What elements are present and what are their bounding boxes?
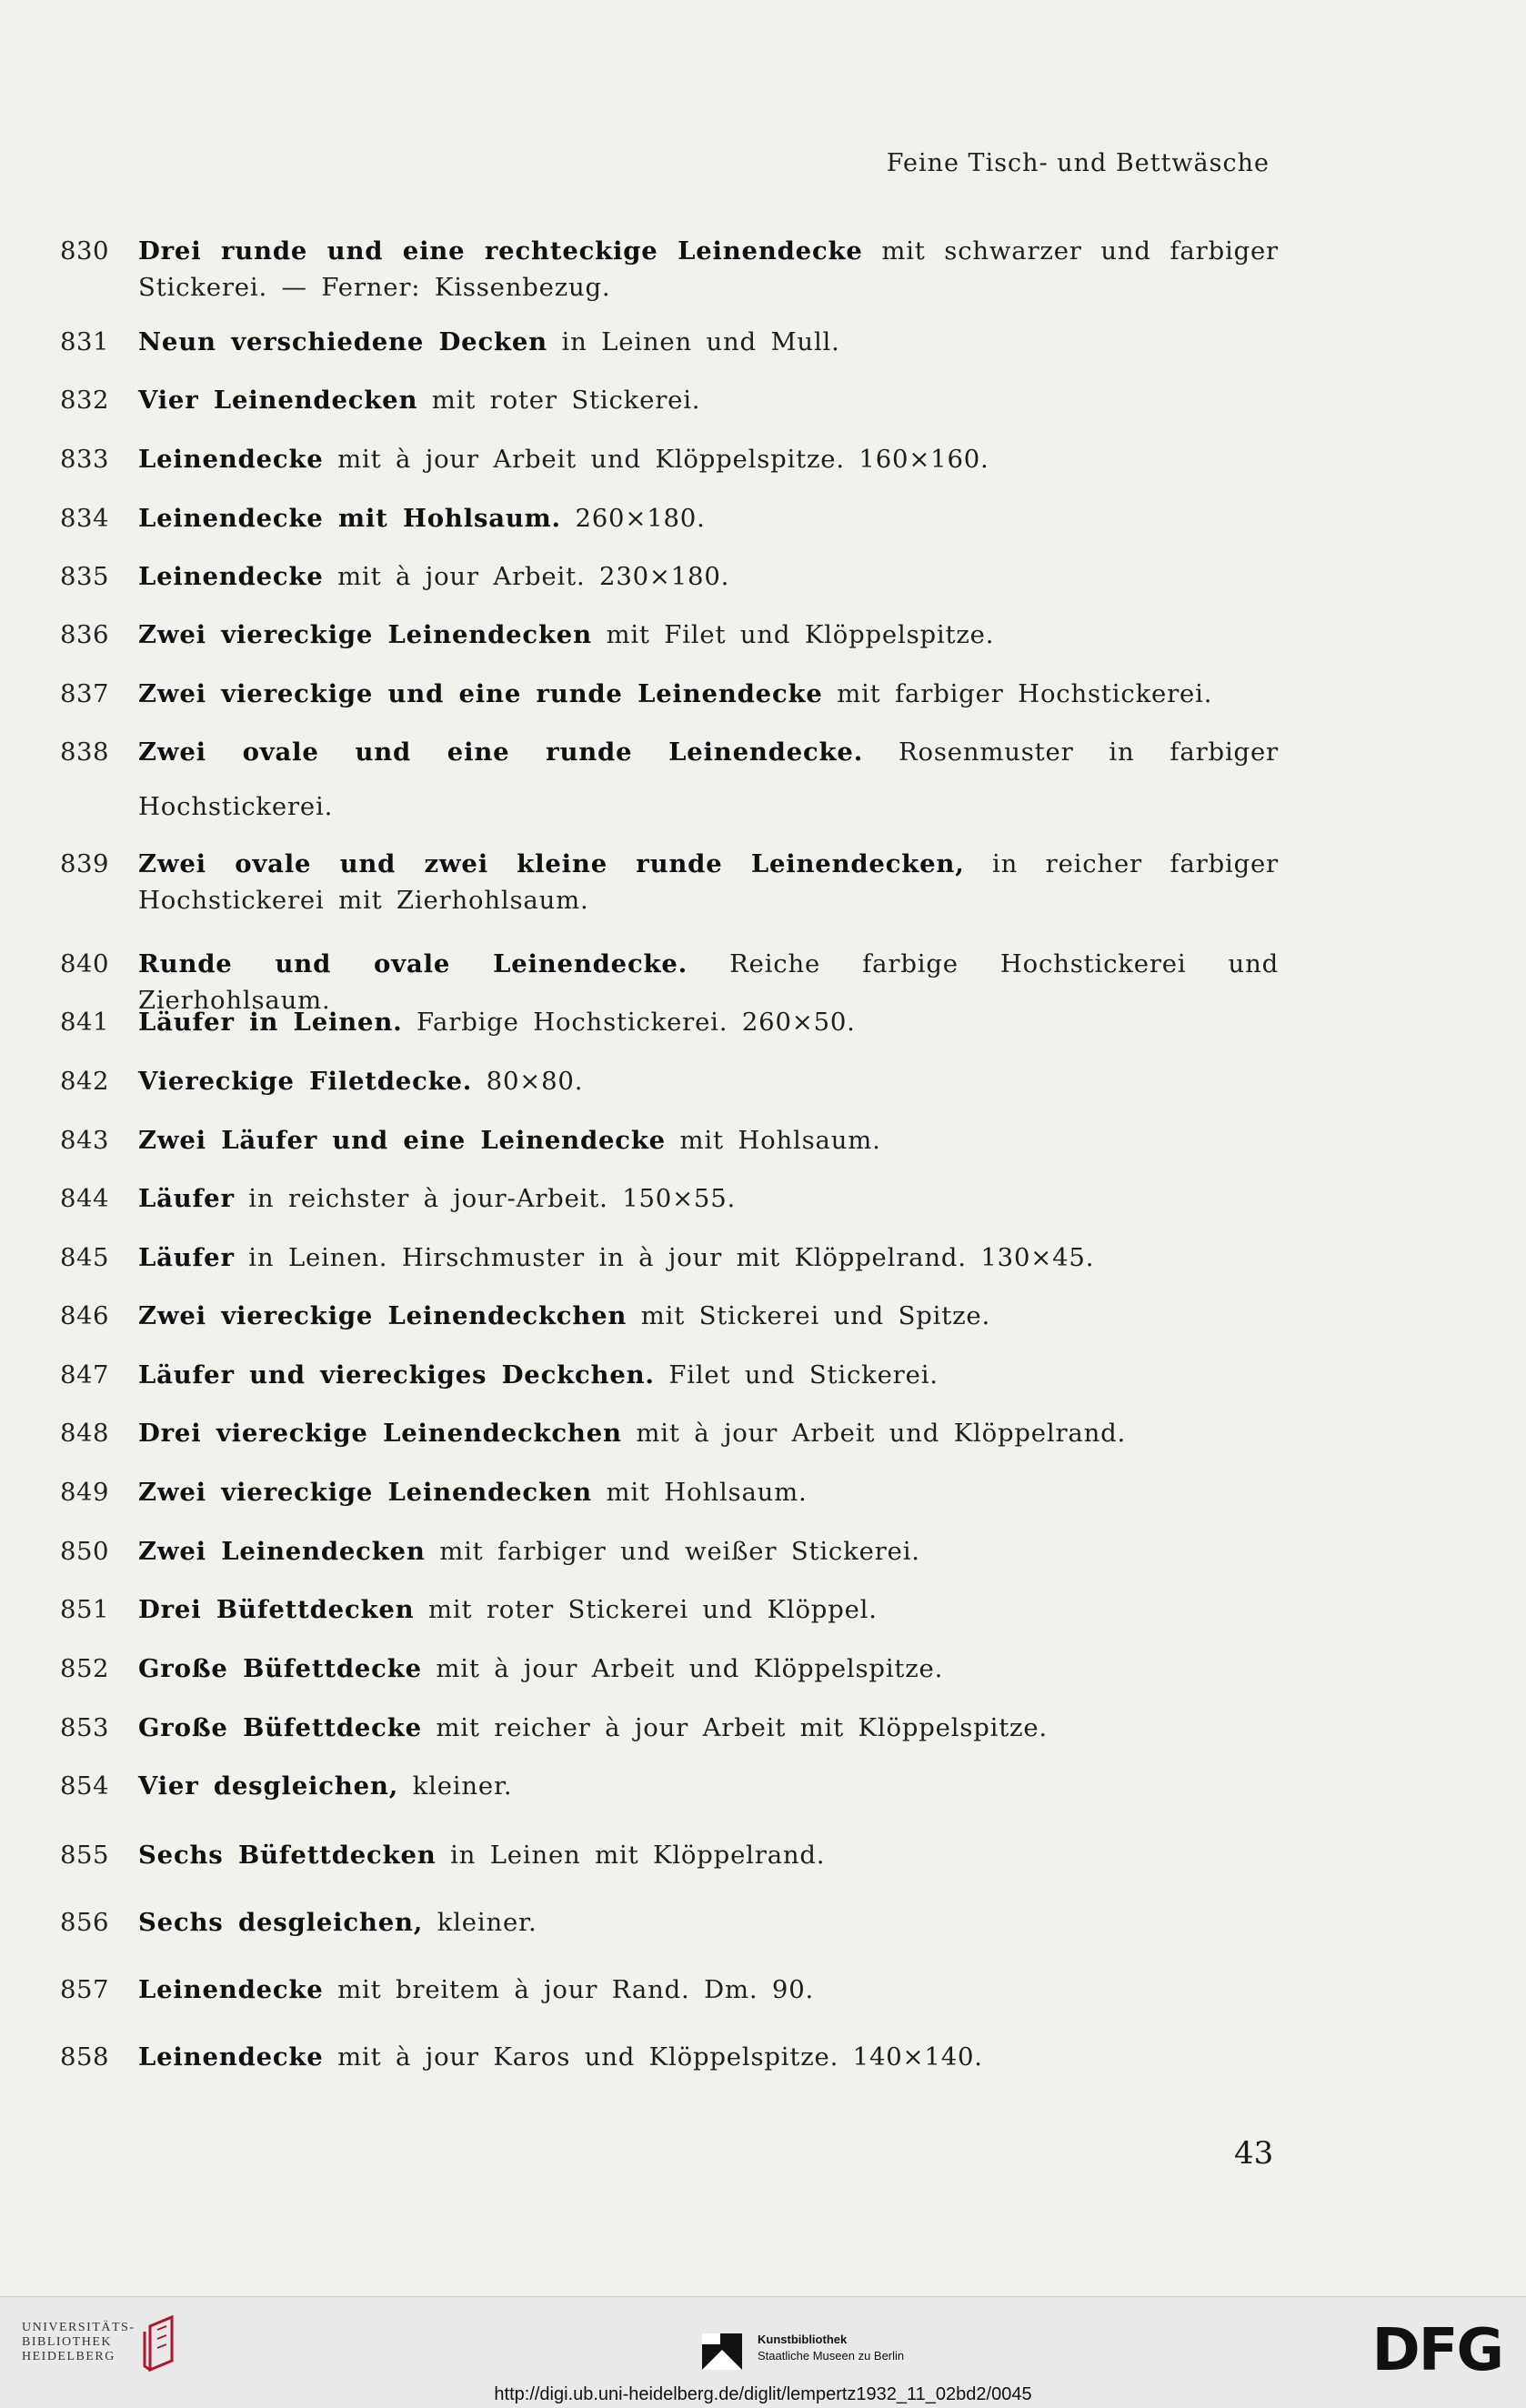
catalog-entry [60,617,1279,653]
entry-text [138,233,1279,306]
entry-description: mit Hohlsaum. [665,1126,881,1155]
entry-description: in Leinen und Mull. [547,327,840,356]
entry-description: in reicher farbiger Hochstickerei mit Zierhohlsaum. [138,849,1280,915]
entry-title: Sechs Büfettdecken [138,1841,437,1870]
university-line: BIBLIOTHEK [22,2335,112,2349]
page-number: 43 [1234,2135,1274,2172]
entry-description: mit Hohlsaum. [591,1478,808,1507]
entry-description: in Leinen. Hirschmuster in à jour mit Klöppelrand. 130×45. [234,1243,1095,1272]
entry-text [138,1533,1279,1570]
entry-title: Drei runde und eine rechteckige Leinendecke [138,236,863,266]
entry-title: Vier desgleichen, [138,1771,399,1801]
entry-number: 846 [60,1301,109,1330]
heidelberg-book-icon [141,2313,183,2373]
catalog-entry [60,676,1279,712]
entry-text [138,1122,1279,1159]
entry-description: mit à jour Arbeit und Klöppelspitze. [421,1654,944,1683]
entry-description: 80×80. [472,1067,584,1096]
catalog-entry [60,2039,1279,2075]
catalog-entry [60,1474,1279,1510]
kunstbibliothek-logo-icon[interactable] [700,2332,744,2372]
entry-title: Zwei viereckige Leinendecken [138,620,592,649]
entry-title: Leinendecke [138,445,324,474]
catalog-entry [60,1298,1279,1334]
entry-description: mit à jour Karos und Klöppelspitze. 140×140. [323,2042,983,2072]
entry-title: Läufer [138,1243,235,1272]
catalog-entry [60,846,1279,918]
university-line: UNIVERSITÄTS- [22,2321,136,2334]
entry-description: mit roter Stickerei und Klöppel. [414,1595,878,1624]
entry-description: mit roter Stickerei. [417,386,701,415]
catalog-entry [60,1768,1279,1804]
university-line: HEIDELBERG [22,2350,115,2363]
catalog-entry [60,1650,1279,1687]
entry-number: 848 [60,1419,109,1448]
catalog-entry [60,1063,1279,1099]
entry-description: mit Filet und Klöppelspitze. [591,620,995,649]
entry-number: 838 [60,737,109,767]
catalog-entry [60,1972,1279,2008]
entry-text [138,1837,1279,1873]
kunstbibliothek-subtitle: Staatliche Museen zu Berlin [758,2349,905,2363]
entry-title: Zwei ovale und zwei kleine runde Leinendecken, [138,849,965,878]
entry-text [138,1415,1279,1451]
entry-description: mit reicher à jour Arbeit mit Klöppelspitze. [421,1713,1048,1742]
entry-text [138,1650,1279,1687]
entry-title: Neun verschiedene Decken [138,327,547,356]
entry-number: 856 [60,1908,109,1937]
entry-text [138,1768,1279,1804]
entry-number: 837 [60,679,109,708]
entry-text [138,2039,1279,2075]
entry-text [138,1972,1279,2008]
catalog-entry [60,1710,1279,1746]
entry-title: Leinendecke [138,1975,324,2004]
entry-number: 858 [60,2042,109,2072]
entry-text [138,1239,1279,1276]
entry-number: 847 [60,1360,109,1390]
entry-description: in Leinen mit Klöppelrand. [436,1841,826,1870]
entry-number: 843 [60,1126,109,1155]
catalog-entry [60,441,1279,477]
entry-number: 854 [60,1771,109,1801]
entry-text [138,1298,1279,1334]
entry-number: 832 [60,386,109,415]
entry-title: Runde und ovale Leinendecke. [138,949,688,978]
entry-title: Große Büfettdecke [138,1713,422,1742]
entry-text [138,1474,1279,1510]
entry-number: 850 [60,1537,109,1566]
entry-text [138,676,1279,712]
entry-number: 855 [60,1841,109,1870]
entry-description: mit schwarzer und farbiger Stickerei. — Ferner: Kissenbezug. [138,236,1279,302]
entry-text [138,1357,1279,1393]
entry-text [138,1904,1279,1941]
entry-title: Leinendecke [138,562,324,591]
catalog-entry [60,1180,1279,1217]
catalog-entry [60,558,1279,595]
entry-text [138,617,1279,653]
entry-text [138,846,1279,918]
heidelberg-library-logo[interactable] [22,2321,136,2364]
kunstbibliothek-label [758,2332,904,2364]
entry-text [138,1710,1279,1746]
catalog-entry [60,1591,1279,1628]
catalog-entry [60,1004,1279,1040]
entry-title: Läufer in Leinen. [138,1008,403,1037]
catalog-entry [60,1415,1279,1451]
catalog-entry [60,725,1279,834]
catalog-entry [60,233,1279,306]
entry-text [138,558,1279,595]
entry-number: 834 [60,504,109,533]
entry-description: mit farbiger Hochstickerei. [822,679,1213,708]
footer-bar [0,2296,1526,2408]
entry-text [138,382,1279,418]
entry-description: mit à jour Arbeit und Klöppelspitze. 160×160. [323,445,989,474]
catalog-entry [60,1357,1279,1393]
entry-description: kleiner. [423,1908,537,1937]
entry-number: 830 [60,236,109,266]
entry-description: mit breitem à jour Rand. Dm. 90. [323,1975,815,2004]
entry-title: Zwei viereckige Leinendeckchen [138,1301,627,1330]
catalog-entry [60,500,1279,537]
entry-title: Zwei Leinendecken [138,1537,426,1566]
catalog-entry [60,1122,1279,1159]
entry-description: kleiner. [398,1771,513,1801]
entry-description: mit Stickerei und Spitze. [627,1301,990,1330]
entry-description: Reiche farbige Hochstickerei und Zierhohlsaum. [138,949,1279,1015]
entry-text [138,1004,1279,1040]
entry-title: Drei Büfettdecken [138,1595,415,1624]
entry-title: Große Büfettdecke [138,1654,422,1683]
entry-number: 857 [60,1975,109,2004]
entry-description: 260×180. [560,504,706,533]
catalog-entry [60,382,1279,418]
entry-title: Vier Leinendecken [138,386,418,415]
catalog-entry [60,1239,1279,1276]
entry-number: 835 [60,562,109,591]
catalog-entry [60,324,1279,360]
entry-number: 836 [60,620,109,649]
entry-number: 849 [60,1478,109,1507]
dfg-logo[interactable]: DFG [1371,2317,1502,2384]
entry-title: Läufer und viereckiges Deckchen. [138,1360,655,1390]
entry-text [138,441,1279,477]
entry-number: 839 [60,849,109,878]
entry-description: Rosenmuster in farbiger Hochstickerei. [138,737,1279,821]
entry-number: 844 [60,1184,109,1213]
entry-title: Zwei viereckige und eine runde Leinendecke [138,679,823,708]
entry-number: 852 [60,1654,109,1683]
entry-title: Leinendecke mit Hohlsaum. [138,504,561,533]
entry-text [138,500,1279,537]
permalink-url[interactable]: http://digi.ub.uni-heidelberg.de/diglit/lempertz1932_11_02bd2/0045 [494,2384,1032,2404]
entry-description: Farbige Hochstickerei. 260×50. [402,1008,856,1037]
entry-number: 831 [60,327,109,356]
entry-description: Filet und Stickerei. [654,1360,939,1390]
catalog-entry [60,1837,1279,1873]
entry-text [138,1063,1279,1099]
entry-title: Zwei viereckige Leinendecken [138,1478,592,1507]
entry-number: 842 [60,1067,109,1096]
catalog-entry [60,1904,1279,1941]
entry-number: 845 [60,1243,109,1272]
kunstbibliothek-title: Kunstbibliothek [758,2333,848,2346]
entry-title: Sechs desgleichen, [138,1908,424,1937]
entry-number: 840 [60,949,109,978]
entry-title: Leinendecke [138,2042,324,2072]
entry-title: Läufer [138,1184,235,1213]
entry-text [138,324,1279,360]
entry-text [138,1180,1279,1217]
entry-number: 853 [60,1713,109,1742]
entry-text [138,1591,1279,1628]
entry-number: 851 [60,1595,109,1624]
entry-description: in reichster à jour-Arbeit. 150×55. [234,1184,737,1213]
entry-title: Viereckige Filetdecke. [138,1067,473,1096]
entry-description: mit à jour Arbeit und Klöppelrand. [621,1419,1127,1448]
entry-number: 833 [60,445,109,474]
entry-description: mit à jour Arbeit. 230×180. [323,562,730,591]
entry-title: Drei viereckige Leinendeckchen [138,1419,622,1448]
running-head: Feine Tisch- und Bettwäsche [886,149,1270,177]
entry-description: mit farbiger und weißer Stickerei. [425,1537,920,1566]
entry-title: Zwei ovale und eine runde Leinendecke. [138,737,864,767]
catalog-entry [60,1533,1279,1570]
entry-title: Zwei Läufer und eine Leinendecke [138,1126,666,1155]
entry-text [138,725,1279,834]
entry-number: 841 [60,1008,109,1037]
